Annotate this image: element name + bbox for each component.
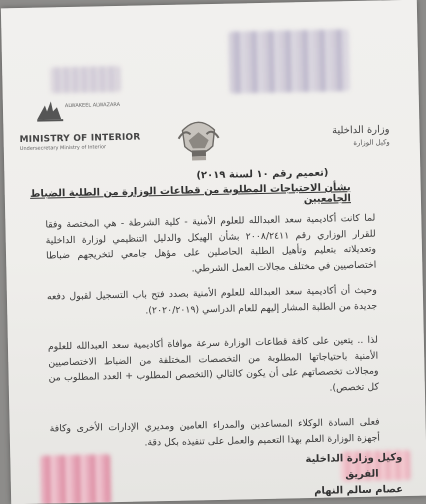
ministry-subtitle-en: Undersecretary Ministry of Interior xyxy=(19,144,107,153)
document-page xyxy=(1,0,426,504)
redacted-stamp xyxy=(40,454,111,504)
ministry-name-ar: وزارة الداخلية xyxy=(331,124,390,137)
ministry-logo-icon xyxy=(35,96,100,123)
body-paragraph: وحيث أن أكاديمية سعد العبدالله للعلوم الأمنية بصدد فتح باب التسجيل لقبول دفعه جديدة من الطلبة المشار إليهم للعام الدراسي (٢٠٢٠/٢٠١٩). xyxy=(46,284,378,316)
ministry-subtitle-ar: وكيل الوزارة xyxy=(353,138,390,148)
body-paragraph: لما كانت أكاديمية سعد العبدالله للعلوم الأمنية - كلية الشرطة - هي المختصة وفقا للقرار الوزاري رقم ٢٠٠٨/٢٤١١ بشأن الهيكل والدليل التنظيمي لوزارة الداخلية وتعديلاته بتعليم وتأهيل الطلبة الحاصلين على مؤهل جامعي لتخريجهم ضباطا اختصاصيين في مختلف مجالات العمل الشرطي. xyxy=(45,212,377,274)
body-paragraph: فعلى السادة الوكلاء المساعدين والمدراء العامين ومديري الإدارات الأخرى وكافة أجهزة الوزارة العلم بهذا التعميم والعمل على تنفيذه بكل دقة. xyxy=(49,416,381,448)
circular-number: (تعميم رقم ١٠ لسنة ٢٠١٩) xyxy=(196,167,329,182)
subject-line: بشأن الاحتياجات المطلوبة من قطاعات الوزارة من الطلبة الضباط الجامعيين xyxy=(29,182,352,206)
kuwait-emblem-icon xyxy=(174,116,223,167)
signatory-rank: الفريق xyxy=(345,468,379,481)
logo-caption: ALWAKEEL ALWAZARA xyxy=(64,101,121,110)
signatory-name: عصام سالم النهام xyxy=(314,484,404,497)
signatory-title: وكيل وزارة الداخلية xyxy=(305,452,403,466)
ministry-name-en: MINISTRY OF INTERIOR xyxy=(19,132,141,146)
body-paragraph: لذا .. يتعين على كافة قطاعات الوزارة سرعة موافاة أكاديمية سعد العبدالله للعلوم الأمنية باحتياجاتها المطلوبة من التخصصات المختلفة من الضباط الاختصاصيين ومجالات تخصصاتهم على أن يكون كالتالي (التخصص المطلوب + العدد المطلوب من كل تخصص). xyxy=(47,334,379,394)
redacted-stamp xyxy=(228,29,349,93)
redacted-mark xyxy=(50,66,121,93)
